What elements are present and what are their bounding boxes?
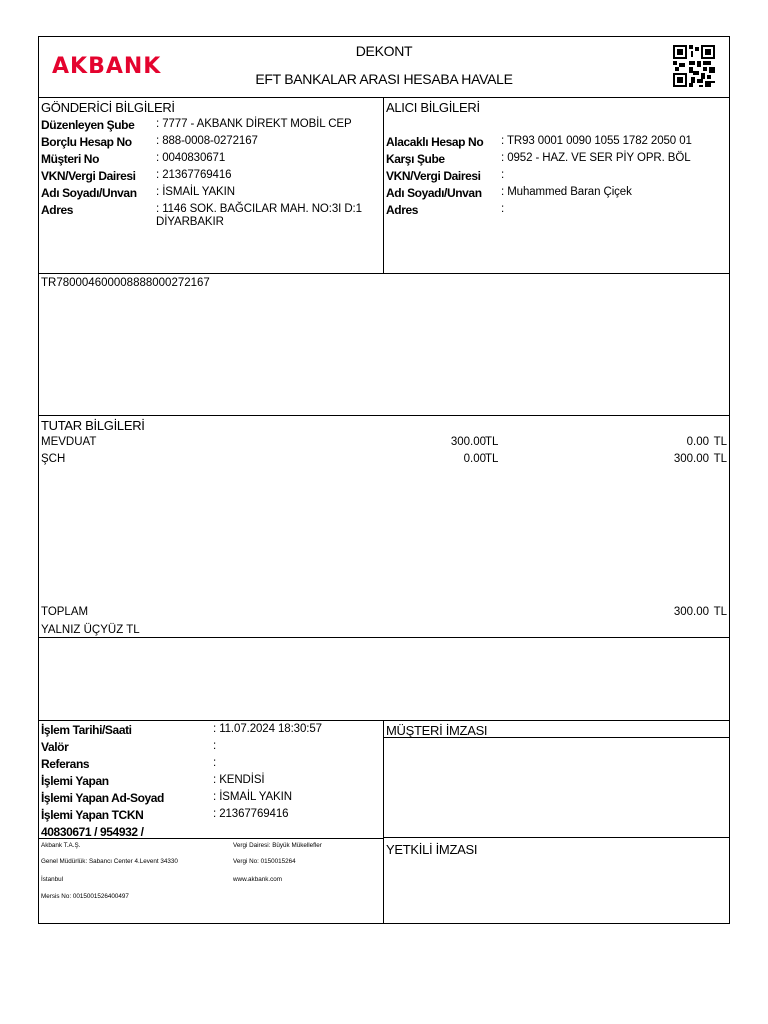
- sender-label: VKN/Vergi Dairesi: [41, 169, 136, 183]
- receiver-value: : 0952 - HAZ. VE SER PİY OPR. BÖL: [501, 152, 691, 164]
- footer-address: Genel Müdürlük: Sabancı Center 4.Levent 34330: [41, 858, 178, 865]
- amount-currency: TL: [485, 453, 499, 465]
- total-label: TOPLAM: [41, 606, 89, 618]
- transaction-value: : 11.07.2024 18:30:57: [213, 723, 322, 735]
- transaction-label: İşlemi Yapan Ad-Soyad: [41, 791, 164, 805]
- receiver-label: Adı Soyadı/Unvan: [386, 186, 482, 200]
- divider: [38, 720, 730, 721]
- sender-label: Düzenleyen Şube: [41, 118, 135, 132]
- transaction-label: Referans: [41, 757, 90, 771]
- transaction-details: [41, 723, 381, 838]
- sender-label: Adı Soyadı/Unvan: [41, 186, 137, 200]
- divider: [38, 273, 730, 274]
- sender-value: : 0040830671: [156, 152, 226, 164]
- divider: [38, 415, 730, 416]
- sender-label: Müşteri No: [41, 152, 100, 166]
- sender-address-line2: DİYARBAKIR: [156, 216, 224, 228]
- receiver-value: :: [501, 169, 505, 181]
- sender-value: : 888-0008-0272167: [156, 135, 258, 147]
- amount-row: [41, 453, 727, 470]
- sender-value: : İSMAİL YAKIN: [156, 186, 235, 198]
- sender-value: : 21367769416: [156, 169, 232, 181]
- total-value: 300.00: [673, 606, 709, 618]
- amount-value: 0.00: [463, 453, 486, 465]
- footer-website: www.akbank.com: [233, 876, 282, 883]
- divider: [383, 837, 730, 838]
- qr-code-icon: [673, 45, 715, 87]
- amounts-heading: TUTAR BİLGİLERİ: [41, 418, 145, 433]
- receiver-value: :: [501, 203, 505, 215]
- divider: [38, 97, 730, 98]
- customer-signature-label: MÜŞTERİ İMZASI: [386, 723, 488, 738]
- transaction-value: : 21367769416: [213, 808, 289, 820]
- receiver-label: Alacaklı Hesap No: [386, 135, 484, 149]
- transaction-label: İşlem Tarihi/Saati: [41, 723, 132, 737]
- authorized-signature-label: YETKİLİ İMZASI: [386, 842, 478, 857]
- footer-tax-office: Vergi Dairesi: Büyük Mükellefler: [233, 842, 322, 849]
- footer-mersis: Mersis No: 0015001526400497: [41, 893, 129, 900]
- receiver-heading: ALICI BİLGİLERİ: [386, 100, 480, 115]
- transaction-value: :: [213, 757, 217, 769]
- sender-label: Borçlu Hesap No: [41, 135, 132, 149]
- balance-currency: TL: [713, 436, 727, 448]
- page-subtitle: EFT BANKALAR ARASI HESABA HAVALE: [255, 71, 513, 87]
- amount-currency: TL: [485, 436, 499, 448]
- sender-value: : 1146 SOK. BAĞCILAR MAH. NO:3I D:1: [156, 203, 362, 215]
- receiver-value: : Muhammed Baran Çiçek: [501, 186, 632, 198]
- receiver-value: : TR93 0001 0090 1055 1782 2050 01: [501, 135, 692, 147]
- footer-company: Akbank T.A.Ş.: [41, 842, 81, 849]
- amount-value: 300.00: [450, 436, 486, 448]
- footer-city: İstanbul: [41, 876, 64, 883]
- footer-tax-number: Vergi No: 0150015264: [233, 858, 296, 865]
- receiver-label: Karşı Şube: [386, 152, 445, 166]
- transaction-label: İşlemi Yapan: [41, 774, 109, 788]
- balance-value: 0.00: [686, 436, 709, 448]
- amount-in-words: YALNIZ ÜÇYÜZ TL: [41, 624, 140, 636]
- transaction-value: : İSMAİL YAKIN: [213, 791, 292, 803]
- receiver-label: VKN/Vergi Dairesi: [386, 169, 481, 183]
- transaction-value: : KENDİSİ: [213, 774, 265, 786]
- sender-heading: GÖNDERİCİ BİLGİLERİ: [41, 100, 175, 115]
- amounts-table: [41, 436, 727, 476]
- balance-currency: TL: [713, 453, 727, 465]
- transaction-label: Valör: [41, 740, 69, 754]
- transaction-label: İşlemi Yapan TCKN: [41, 808, 144, 822]
- page-title: DEKONT: [355, 43, 413, 59]
- divider: [383, 97, 384, 273]
- transaction-description: TR780004600008888000272167: [41, 277, 210, 289]
- amount-label: ŞCH: [41, 453, 66, 465]
- balance-value: 300.00: [673, 453, 709, 465]
- amount-row: [41, 436, 727, 453]
- receiver-details: [386, 135, 726, 235]
- divider: [38, 637, 730, 638]
- transaction-value: :: [213, 740, 217, 752]
- reference-line: 40830671 / 954932 /: [41, 825, 144, 839]
- divider: [383, 720, 384, 924]
- akbank-logo: AKBANK: [52, 54, 162, 79]
- sender-value: : 7777 - AKBANK DİREKT MOBİL CEP: [156, 118, 352, 130]
- sender-label: Adres: [41, 203, 74, 217]
- sender-details: [41, 118, 381, 268]
- receiver-label: Adres: [386, 203, 419, 217]
- total-currency: TL: [713, 606, 727, 618]
- amount-label: MEVDUAT: [41, 436, 97, 448]
